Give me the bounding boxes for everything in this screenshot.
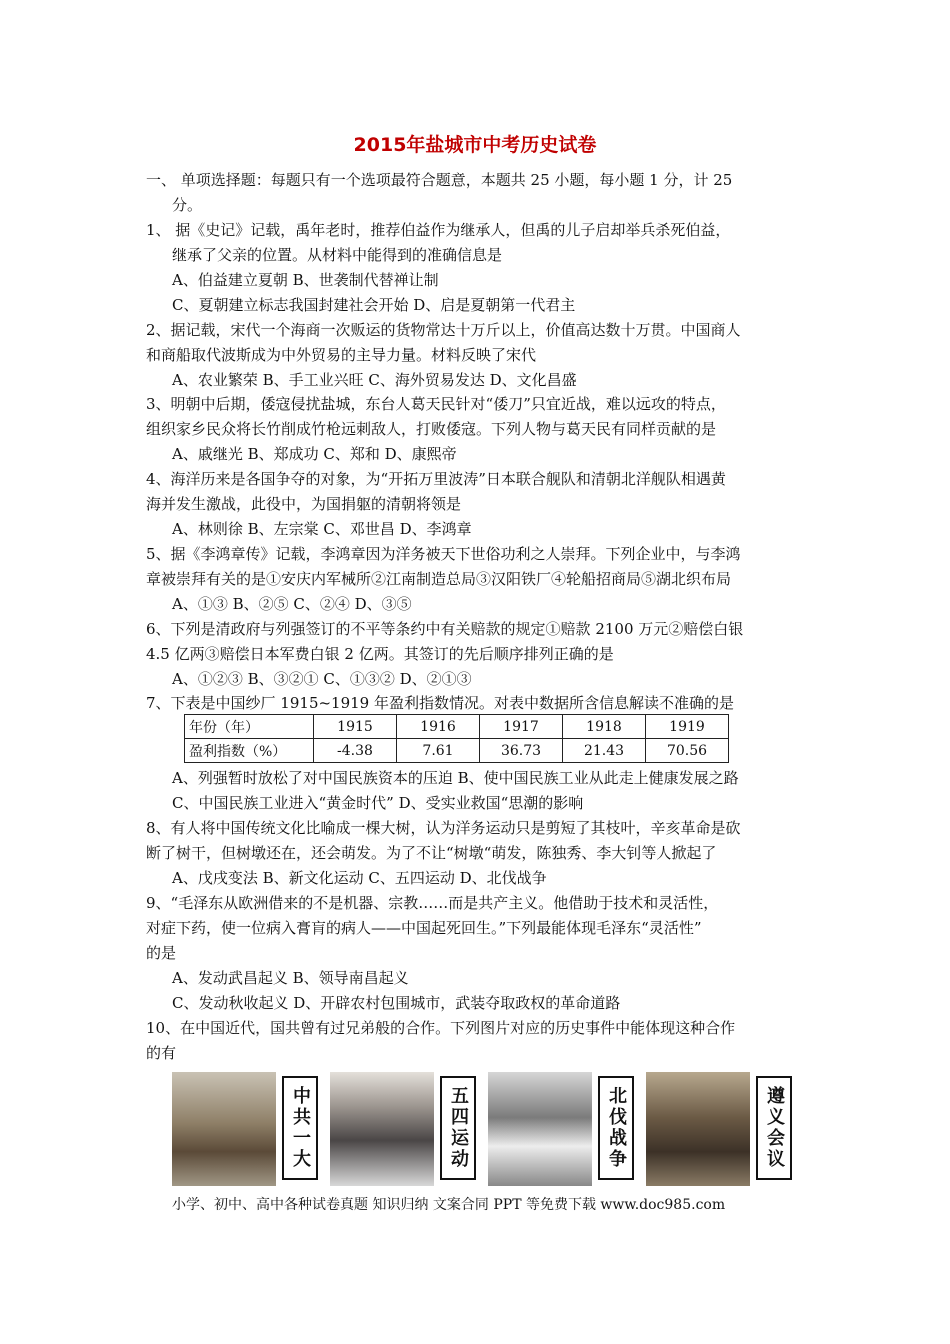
text-line: 4.5 亿两③赔偿日本军费白银 2 亿两。其签订的先后顺序排列正确的是 xyxy=(146,645,614,663)
options-line: A、发动武昌起义 B、领导南昌起义 xyxy=(172,969,409,987)
text-line: 组织家乡民众将长竹削成竹枪远刺敌人，打败倭寇。下列人物与葛天民有同样贡献的是 xyxy=(146,420,717,438)
question-8: 8、有人将中国传统文化比喻成一棵大树，认为洋务运动只是剪短了其枝叶，辛亥革命是砍 xyxy=(146,819,741,837)
options-line: A、①②③ B、③②① C、①③② D、②①③ xyxy=(172,670,472,688)
question-7: 7、下表是中国纱厂 1915~1919 年盈利指数情况。对表中数据所含信息解读不准确的是 xyxy=(146,694,734,712)
question-9: 9、“毛泽东从欧洲借来的不是机器、宗教……而是共产主义。他借助于技术和灵活性， xyxy=(146,894,719,912)
picture-zunyi-conference xyxy=(646,1072,794,1186)
text-line: 的有 xyxy=(146,1044,177,1062)
question-5: 5、据《李鸿章传》记载，李鸿章因为洋务被天下世俗功利之人崇拜。下列企业中，与李鸿 xyxy=(146,545,741,563)
question-10: 10、在中国近代，国共曾有过兄弟般的合作。下列图片对应的历史事件中能体现这种合作 xyxy=(146,1019,736,1037)
picture-label: 遵义会议 xyxy=(756,1076,792,1180)
options-line: A、列强暂时放松了对中国民族资本的压迫 B、使中国民族工业从此走上健康发展之路 xyxy=(172,769,739,787)
photo-image xyxy=(488,1072,592,1186)
text-line: 的是 xyxy=(146,944,177,962)
options-line: A、伯益建立夏朝 B、世袭制代替禅让制 xyxy=(172,271,439,289)
photo-image xyxy=(646,1072,750,1186)
profit-index-table xyxy=(184,714,729,763)
options-line: A、农业繁荣 B、手工业兴旺 C、海外贸易发达 D、文化昌盛 xyxy=(172,371,577,389)
options-line: C、发动秋收起义 D、开辟农村包围城市，武装夺取政权的革命道路 xyxy=(172,994,621,1012)
text-line: 和商船取代波斯成为中外贸易的主导力量。材料反映了宋代 xyxy=(146,346,537,364)
options-line: A、林则徐 B、左宗棠 C、邓世昌 D、李鸿章 xyxy=(172,520,472,538)
picture-first-congress xyxy=(172,1072,320,1186)
picture-label: 五四运动 xyxy=(440,1076,476,1180)
text-line: 章被崇拜有关的是①安庆内军械所②江南制造总局③汉阳铁厂④轮船招商局⑤湖北织布局 xyxy=(146,570,732,588)
text-line: 分。 xyxy=(172,196,203,214)
table-cell: 70.56 xyxy=(646,739,729,763)
question-6: 6、下列是清政府与列强签订的不平等条约中有关赔款的规定①赔款 2100 万元②赔偿白银 xyxy=(146,620,744,638)
question-4: 4、海洋历来是各国争夺的对象，为“开拓万里波涛”日本联合舰队和清朝北洋舰队相遇黄 xyxy=(146,470,726,488)
table-cell: 36.73 xyxy=(480,739,563,763)
footer-text: 小学、初中、高中各种试卷真题 知识归纳 文案合同 PPT 等免费下载 www.doc985.com xyxy=(172,1197,726,1213)
table-cell: 1919 xyxy=(646,715,729,739)
picture-label: 中共一大 xyxy=(282,1076,318,1180)
table-row xyxy=(185,739,729,763)
table-cell: 21.43 xyxy=(563,739,646,763)
table-header-cell: 年份（年） xyxy=(185,715,314,739)
picture-northern-expedition xyxy=(488,1072,636,1186)
section-heading: 一、 单项选择题：每题只有一个选项最符合题意，本题共 25 小题，每小题 1 分，计 25 xyxy=(146,171,733,189)
page-title: 2015年盐城市中考历史试卷 xyxy=(353,134,597,156)
table-header-cell: 盈利指数（%） xyxy=(185,739,314,763)
photo-image xyxy=(172,1072,276,1186)
table-cell: 1915 xyxy=(314,715,397,739)
text-line: 继承了父亲的位置。从材料中能得到的准确信息是 xyxy=(172,246,503,264)
text-line: 断了树干，但树墩还在，还会萌发。为了不让“树墩“萌发，陈独秀、李大钊等人掀起了 xyxy=(146,844,717,862)
photo-image xyxy=(330,1072,434,1186)
table-cell: 7.61 xyxy=(397,739,480,763)
table-cell: -4.38 xyxy=(314,739,397,763)
text-line: 海并发生激战，此役中，为国捐躯的清朝将领是 xyxy=(146,495,462,513)
table-cell: 1918 xyxy=(563,715,646,739)
picture-may-fourth xyxy=(330,1072,478,1186)
options-line: C、夏朝建立标志我国封建社会开始 D、启是夏朝第一代君主 xyxy=(172,296,576,314)
table-row xyxy=(185,715,729,739)
question-3: 3、明朝中后期，倭寇侵扰盐城，东台人葛天民针对“倭刀”只宜近战，难以远攻的特点， xyxy=(146,395,726,413)
table-cell: 1917 xyxy=(480,715,563,739)
table-cell: 1916 xyxy=(397,715,480,739)
question-1: 1、 据《史记》记载，禹年老时，推荐伯益作为继承人，但禹的儿子启却举兵杀死伯益， xyxy=(146,221,731,239)
options-line: A、戚继光 B、郑成功 C、郑和 D、康熙帝 xyxy=(172,445,457,463)
options-line: A、①③ B、②⑤ C、②④ D、③⑤ xyxy=(172,595,412,613)
picture-label: 北伐战争 xyxy=(598,1076,634,1180)
text-line: 对症下药，使一位病入膏肓的病人——中国起死回生。”下列最能体现毛泽东“灵活性” xyxy=(146,919,702,937)
question-2: 2、据记载，宋代一个海商一次贩运的货物常达十万斤以上，价值高达数十万贯。中国商人 xyxy=(146,321,741,339)
options-line: C、中国民族工业进入“黄金时代” D、受实业救国“思潮的影响 xyxy=(172,794,584,812)
options-line: A、戊戌变法 B、新文化运动 C、五四运动 D、北伐战争 xyxy=(172,869,547,887)
